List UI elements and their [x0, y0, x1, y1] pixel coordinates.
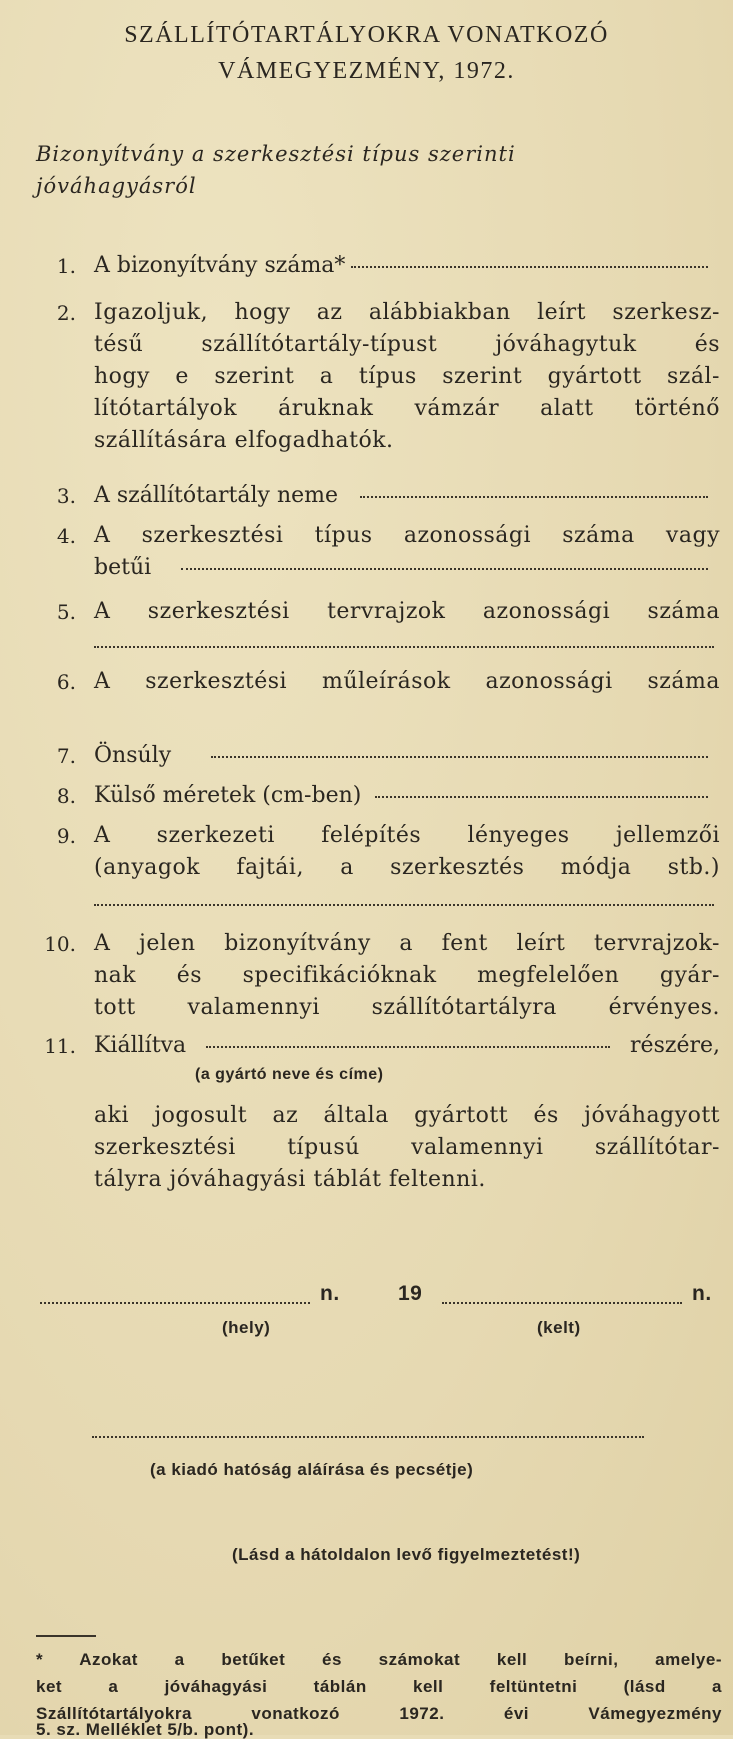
- item-6-label: A szerkesztési műleírások azonossági száma: [94, 669, 720, 694]
- item-7-label: Önsúly: [94, 743, 172, 768]
- manufacturer-note: (a gyártó neve és címe): [195, 1066, 384, 1083]
- item-number: 7.: [56, 744, 76, 768]
- certificate-subtitle-line2: jóváhagyásról: [36, 174, 197, 198]
- date-field[interactable]: [442, 1302, 682, 1304]
- item-1: [94, 250, 714, 282]
- back-side-notice: (Lásd a hátoldalon levő figyelmeztetést!): [232, 1545, 581, 1564]
- construction-characteristics-field[interactable]: [94, 904, 714, 906]
- container-type-field[interactable]: [360, 496, 708, 498]
- external-dimensions-field[interactable]: [375, 796, 708, 798]
- footnote-line3: Szállítótartályokra vonatkozó 1972. évi Vámegyezmény: [36, 1704, 722, 1723]
- place-label: (hely): [222, 1318, 271, 1337]
- item-7: [94, 740, 714, 772]
- date-suffix: n.: [692, 1282, 712, 1305]
- item-number: 5.: [56, 600, 76, 624]
- item-number: 1.: [56, 254, 76, 278]
- drawings-number-field[interactable]: [94, 646, 714, 648]
- tare-weight-field[interactable]: [211, 756, 708, 758]
- item-11-suffix: részére,: [630, 1033, 720, 1058]
- item-8: [94, 780, 714, 812]
- item-2-line4: lítótartályok áruknak vámzár alatt történő: [94, 396, 720, 421]
- place-field[interactable]: [40, 1302, 310, 1304]
- item-9-line1: A szerkezeti felépítés lényeges jellemzői: [94, 823, 720, 848]
- item-3: [94, 480, 714, 512]
- item-4-line1: A szerkesztési típus azonossági száma vagy: [94, 523, 720, 548]
- authority-label: (a kiadó hatóság aláírása és pecsétje): [150, 1460, 474, 1479]
- document-title-line1: SZÁLLÍTÓTARTÁLYOKRA VONATKOZÓ: [124, 22, 609, 48]
- item-11: [94, 1030, 720, 1062]
- item-11-line1: aki jogosult az általa gyártott és jóváhagyott: [94, 1103, 720, 1128]
- item-10-line3: tott valamennyi szállítótartályra érvényes.: [94, 995, 720, 1020]
- item-number: 2.: [56, 301, 76, 325]
- footnote-line1: * Azokat a betűket és számokat kell beírni, amelye-: [36, 1650, 722, 1669]
- item-2-line5: szállítására elfogadhatók.: [94, 428, 394, 453]
- item-11-line3: tályra jóváhagyási táblát feltenni.: [94, 1167, 486, 1192]
- item-number: 10.: [44, 932, 76, 956]
- item-10-line1: A jelen bizonyítvány a fent leírt tervrajzok-: [94, 931, 720, 956]
- item-11-label: Kiállítva: [94, 1033, 187, 1058]
- item-2-line2: tésű szállítótartály-típust jóváhagytuk és: [94, 332, 720, 357]
- item-2-line3: hogy e szerint a típus szerint gyártott szál-: [94, 364, 720, 389]
- date-label: (kelt): [537, 1318, 581, 1337]
- item-8-label: Külső méretek (cm-ben): [94, 783, 362, 808]
- footnote-divider: [36, 1635, 96, 1637]
- footnote-line2: ket a jóváhagyási táblán kell feltüntetni (lásd a: [36, 1677, 722, 1696]
- item-3-label: A szállítótartály neme: [94, 483, 339, 508]
- item-number: 8.: [56, 784, 76, 808]
- type-identification-field[interactable]: [181, 568, 708, 570]
- item-number: 4.: [56, 524, 76, 548]
- year-prefix: 19: [398, 1282, 423, 1305]
- item-number: 11.: [44, 1034, 76, 1058]
- item-4-label: betűi: [94, 555, 152, 580]
- place-suffix: n.: [320, 1282, 340, 1305]
- certificate-number-field[interactable]: [351, 266, 708, 268]
- item-number: 3.: [56, 484, 76, 508]
- footnote-line4: 5. sz. Melléklet 5/b. pont).: [36, 1720, 255, 1739]
- item-1-label: A bizonyítvány száma*: [94, 253, 346, 278]
- item-11-line2: szerkesztési típusú valamennyi szállítótar-: [94, 1135, 720, 1160]
- document-title-line2: VÁMEGYEZMÉNY, 1972.: [218, 58, 515, 84]
- item-number: 6.: [56, 670, 76, 694]
- item-2-line1: Igazoljuk, hogy az alábbiakban leírt szerkesz-: [94, 300, 720, 325]
- item-10-line2: nak és specifikációknak megfelelően gyár-: [94, 963, 720, 988]
- certificate-subtitle-line1: Bizonyítvány a szerkesztési típus szerinti: [36, 142, 516, 166]
- item-9-line2: (anyagok fajtái, a szerkesztés módja stb.): [94, 855, 720, 880]
- item-number: 9.: [56, 824, 76, 848]
- signature-field[interactable]: [92, 1436, 644, 1438]
- manufacturer-field[interactable]: [206, 1046, 610, 1048]
- item-4-line2: [94, 552, 714, 584]
- item-5-label: A szerkesztési tervrajzok azonossági száma: [94, 599, 720, 624]
